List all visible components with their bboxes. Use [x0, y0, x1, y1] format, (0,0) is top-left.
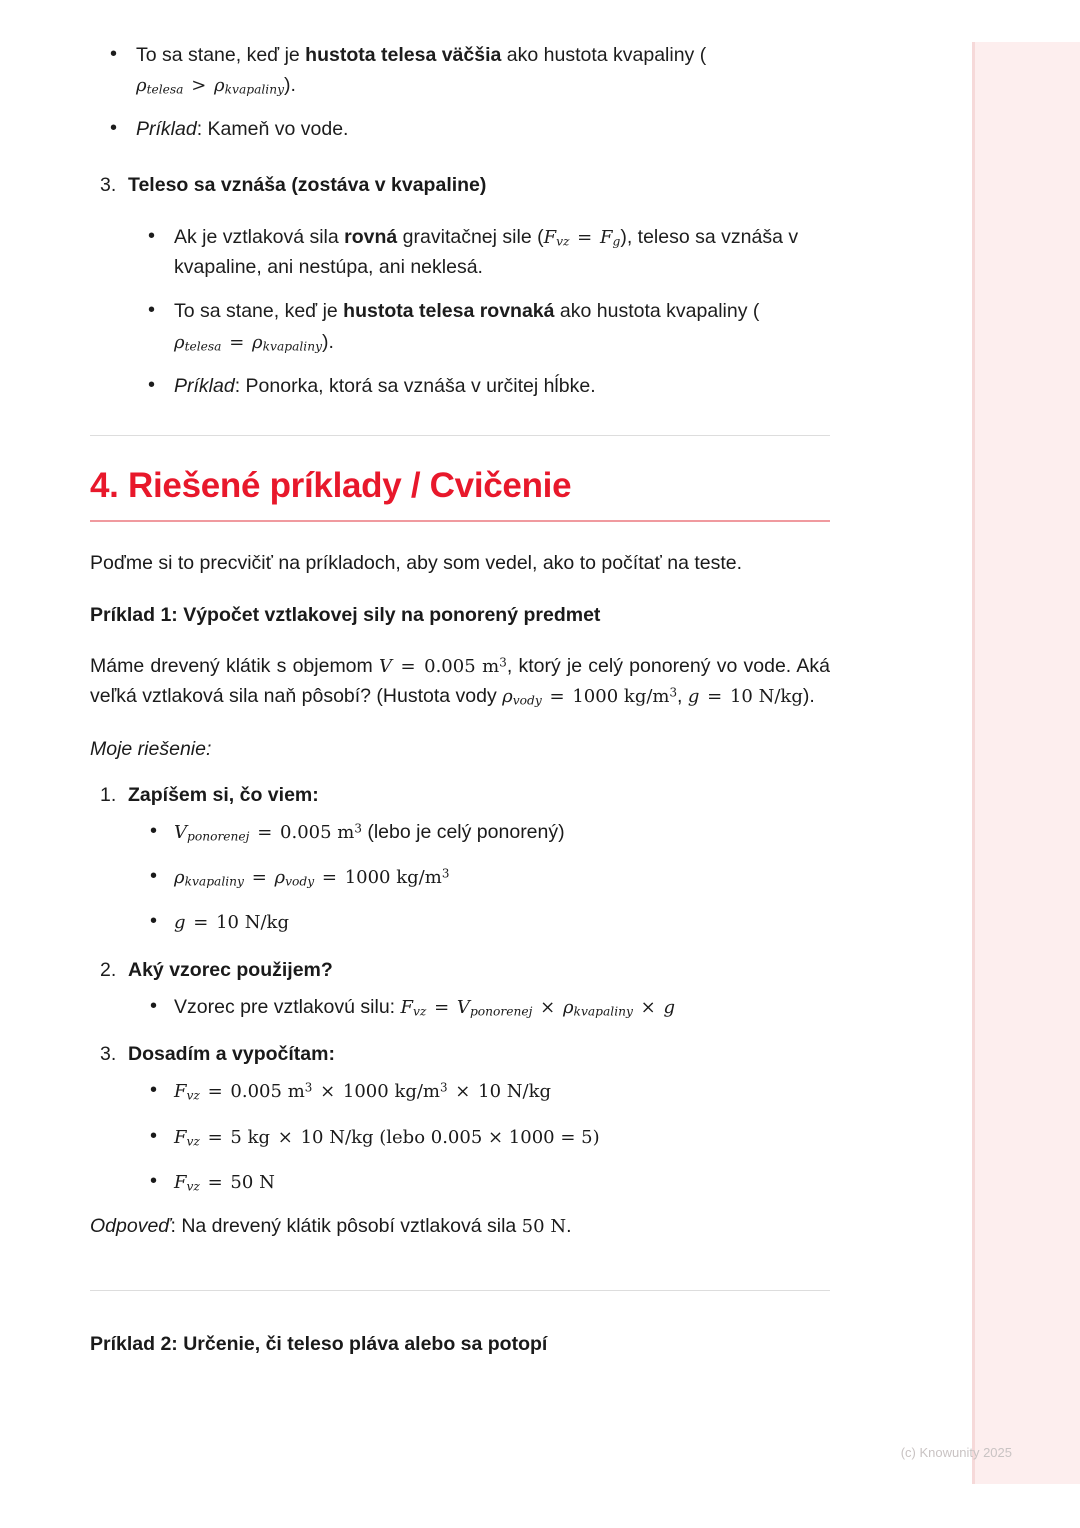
- bullet-text-post: gravitačnej sile (: [397, 225, 544, 248]
- solution-step-3: [90, 1040, 830, 1197]
- example-label: Príklad: [174, 374, 235, 397]
- section-divider: [90, 435, 830, 436]
- bullet-text-pre: Ak je vztlaková sila: [174, 225, 345, 248]
- answer-tail: .: [566, 1215, 572, 1238]
- list-item: [128, 222, 830, 282]
- step-heading: Dosadím a vypočítam:: [128, 1043, 335, 1066]
- step1-values: [128, 818, 830, 938]
- math-water-density: $\rho_{vody} = 1000$ $kg/m^3$: [502, 686, 678, 709]
- statement-part-4: ).: [802, 685, 815, 708]
- step2-formula: [128, 993, 830, 1022]
- bullet-text-post: ako hustota kvapaliny (: [554, 300, 760, 323]
- math-liquid-density: $\rho_{kvapaliny} = \rho_{vody} = 1000$ $kg/m^3$: [174, 866, 450, 889]
- bullet-text-bold: hustota telesa väčšia: [305, 44, 502, 66]
- list-item: [128, 1123, 830, 1152]
- bullet-text-pre: To sa stane, keď je: [136, 44, 306, 66]
- document-content: [90, 40, 830, 1356]
- example2-heading: Príklad 2: Určenie, či teleso pláva alebo sa potopí: [90, 1333, 548, 1356]
- list-item: [128, 863, 830, 892]
- solution-step-2: [90, 956, 830, 1023]
- math-density-equal: $\rho_{telesa} = \rho_{kvapaliny}$: [174, 331, 322, 354]
- list-item: [128, 818, 830, 847]
- ordered-list-states: [90, 171, 830, 401]
- section-intro: Poďme si to precvičiť na príkladoch, aby som vedel, ako to počítať na teste.: [90, 552, 743, 574]
- page-margin-divider: [972, 42, 975, 1484]
- continued-bullet-list: [90, 40, 830, 145]
- list-item: [90, 40, 830, 100]
- example1-statement: [90, 651, 830, 711]
- math-result: $F_{vz} = 50$ N: [174, 1171, 275, 1194]
- list-item: [128, 908, 830, 937]
- math-answer-value: 50 N: [521, 1216, 567, 1238]
- bullet-text-bold: rovná: [344, 225, 398, 248]
- math-volume: V = 0.005 $m^3$: [379, 655, 507, 678]
- solution-label: Moje riešenie:: [90, 737, 212, 760]
- statement-part-3: ,: [677, 685, 688, 708]
- bullet-text-tail: ).: [284, 74, 296, 97]
- math-buoyancy-formula: $F_{vz} = V_{ponorenej} \times \rho_{kvapaliny} \times g$: [400, 996, 675, 1019]
- example-divider: [90, 1290, 830, 1291]
- list-item: [128, 1168, 830, 1197]
- value-note: (lebo je celý ponorený): [361, 820, 565, 843]
- section-title: 4. Riešené príklady / Cvičenie: [90, 466, 572, 505]
- math-volume-submerged: $V_{ponorenej} = 0.005$ $m^3$: [174, 821, 362, 844]
- statement-part-1: Máme drevený klátik s objemom: [90, 655, 379, 678]
- math-density-greater: $\rho_{telesa} > \rho_{kvapaliny}$: [136, 75, 284, 97]
- page-margin-strip: [972, 42, 1080, 1484]
- list-item: [128, 1077, 830, 1106]
- step-heading: Aký vzorec použijem?: [128, 958, 333, 981]
- formula-label: Vzorec pre vztlakovú silu:: [174, 995, 401, 1018]
- solution-step-1: [90, 781, 830, 938]
- answer-label: Odpoveď: [90, 1215, 171, 1238]
- section-title-underline: [90, 520, 830, 522]
- math-intermediate: $F_{vz} = 5$ kg × 10 N/kg (lebo 0.005 × 1000 = 5): [174, 1126, 600, 1149]
- list-item-3: [90, 171, 830, 401]
- math-fvz-equals-fg: $F_{vz} = F_g$: [543, 226, 621, 249]
- solution-steps: [90, 781, 830, 1198]
- example1-heading: Príklad 1: Výpočet vztlakovej sily na ponorený predmet: [90, 604, 601, 627]
- bullet-text-bold: hustota telesa rovnaká: [343, 300, 555, 323]
- example-text: : Ponorka, ktorá sa vznáša v určitej hĺbke.: [234, 374, 596, 397]
- math-g-value: g = 10 N/kg: [174, 912, 289, 934]
- example-text: : Kameň vo vode.: [196, 118, 349, 141]
- list-item: [90, 114, 830, 144]
- example1-answer: [90, 1215, 830, 1238]
- answer-text: : Na drevený klátik pôsobí vztlaková sila: [170, 1215, 522, 1238]
- item3-bullet-list: [128, 222, 830, 401]
- bullet-text-tail: ).: [322, 330, 334, 353]
- statement-part-2: , ktorý je celý ponorený vo vode. Aká veľká vztlaková sila naň pôsobí? (Hustota vody: [90, 655, 830, 708]
- list-item: [128, 371, 830, 401]
- list-item: [128, 296, 830, 356]
- bullet-text-pre: To sa stane, keď je: [174, 300, 344, 323]
- step-heading: Zapíšem si, čo viem:: [128, 783, 319, 806]
- example-label: Príklad: [136, 118, 197, 141]
- list-item: [128, 993, 830, 1022]
- watermark: (c) Knowunity 2025: [900, 1445, 1012, 1460]
- list-item-heading: Teleso sa vznáša (zostáva v kvapaline): [128, 173, 487, 196]
- bullet-text-post: ako hustota kvapaliny (: [501, 44, 707, 66]
- bullet-text-tail: ), teleso sa vznáša v kvapaline, ani nestúpa, ani neklesá.: [174, 225, 799, 279]
- math-gravity: g = 10 N/kg: [687, 686, 803, 708]
- math-substitution: $F_{vz} = 0.005$ $m^3 \times 1000$ $kg/m^3 \times 10$ N/kg: [174, 1081, 552, 1104]
- step3-calculation: [128, 1077, 830, 1197]
